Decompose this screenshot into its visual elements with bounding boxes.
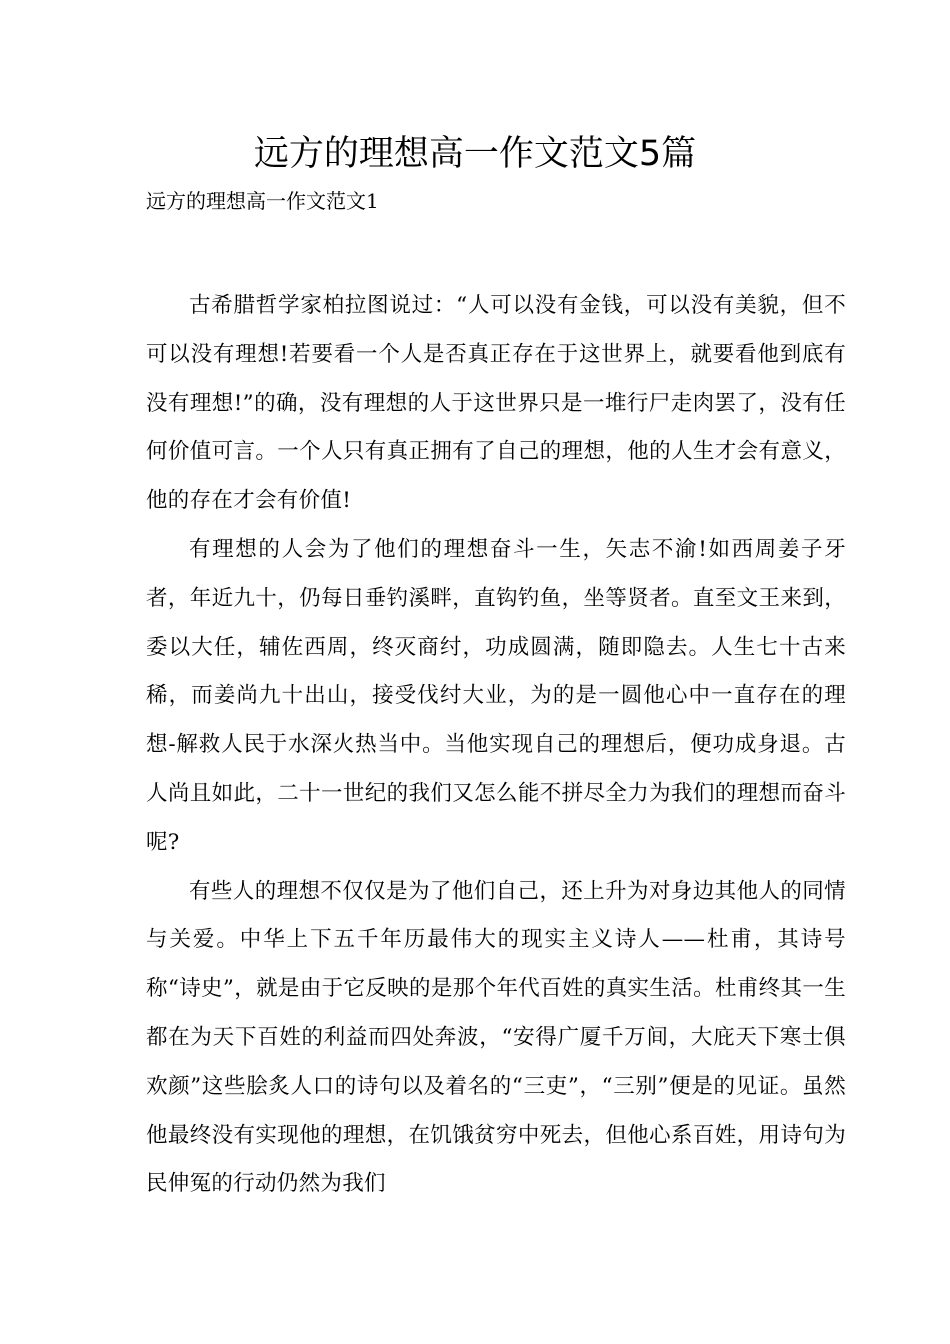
paragraph-1: 古希腊哲学家柏拉图说过：“人可以没有金钱，可以没有美貌，但不可以没有理想!若要看一个人是否真正存在于这世界上，就要看他到底有没有理想!”的确，没有理想的人于这世界只是一堆行尸走肉罢了，没有任何价值可言。一个人只有真正拥有了自己的理想，他的人生才会有意义，他的存在才会有价值! xyxy=(146,293,846,514)
document-body xyxy=(146,282,846,1209)
document-title: 远方的理想高一作文范文5篇 xyxy=(253,134,697,174)
paragraph-2: 有理想的人会为了他们的理想奋斗一生，矢志不渝!如西周姜子牙者，年近九十，仍每日垂钓溪畔，直钩钓鱼，坐等贤者。直至文王来到，委以大任，辅佐西周，终灭商纣，功成圆满，随即隐去。人生七十古来稀，而姜尚九十出山，接受伐纣大业，为的是一圆他心中一直存在的理想-解救人民于水深火热当中。当他实现自己的理想后，便功成身退。古人尚且如此，二十一世纪的我们又怎么能不拼尽全力为我们的理想而奋斗呢? xyxy=(146,536,846,855)
section-subtitle: 远方的理想高一作文范文1 xyxy=(146,189,379,213)
paragraph-3: 有些人的理想不仅仅是为了他们自己，还上升为对身边其他人的同情与关爱。中华上下五千年历最伟大的现实主义诗人——杜甫，其诗号称“诗史”，就是由于它反映的是那个年代百姓的真实生活。杜甫终其一生都在为天下百姓的利益而四处奔波，“安得广厦千万间，大庇天下寒士俱欢颜”这些脍炙人口的诗句以及着名的“三吏”，“三别”便是的见证。虽然他最终没有实现他的理想，在饥饿贫穷中死去，但他心系百姓，用诗句为民伸冤的行动仍然为我们 xyxy=(146,878,846,1197)
